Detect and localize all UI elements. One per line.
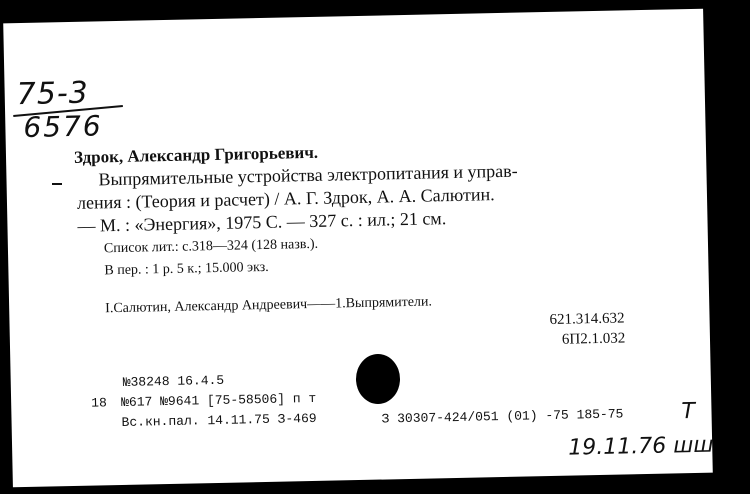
footer-line-3: Вс.кн.пал. 14.11.75 З-469 — [121, 410, 317, 430]
notes-bibliography: Список лит.: с.318—324 (128 назв.). — [103, 236, 319, 257]
corner-mark: Т — [681, 398, 696, 425]
ink-blot — [356, 354, 400, 404]
publisher-code: З 30307-424/051 (01) -75 185-75 — [381, 406, 624, 427]
bbk-number: 6П2.1.032 — [561, 330, 626, 348]
notes-price: В пер. : 1 р. 5 к.; 15.000 экз. — [104, 259, 269, 279]
left-margin-dash — [52, 183, 62, 185]
tracings: I.Салютин, Александр Андреевич——1.Выпрямители. — [105, 294, 433, 317]
handwritten-date: 19.11.76 шш — [567, 432, 714, 461]
footer-line-1: №38248 16.4.5 — [122, 372, 225, 390]
title-line-1: Выпрямительные устройства электропитания и управ- — [98, 160, 518, 190]
author-heading: Здрок, Александр Григорьевич. — [73, 142, 319, 167]
call-number-top: 75-3 — [16, 75, 90, 113]
udc-number: 621.314.632 — [549, 310, 625, 329]
catalog-card — [3, 9, 713, 488]
title-line-2: ления : (Теория и расчет) / А. Г. Здрок, А. А. Салютин. — [76, 184, 495, 213]
footer-line-2-prefix: 18 — [91, 395, 107, 411]
title-line-3: — М. : «Энергия», 1975 С. — 327 с. : ил.; 21 см. — [77, 208, 447, 236]
call-number-bottom: 6576 — [23, 109, 103, 144]
footer-line-2: №617 №9641 [75-58506] п т — [121, 390, 317, 410]
